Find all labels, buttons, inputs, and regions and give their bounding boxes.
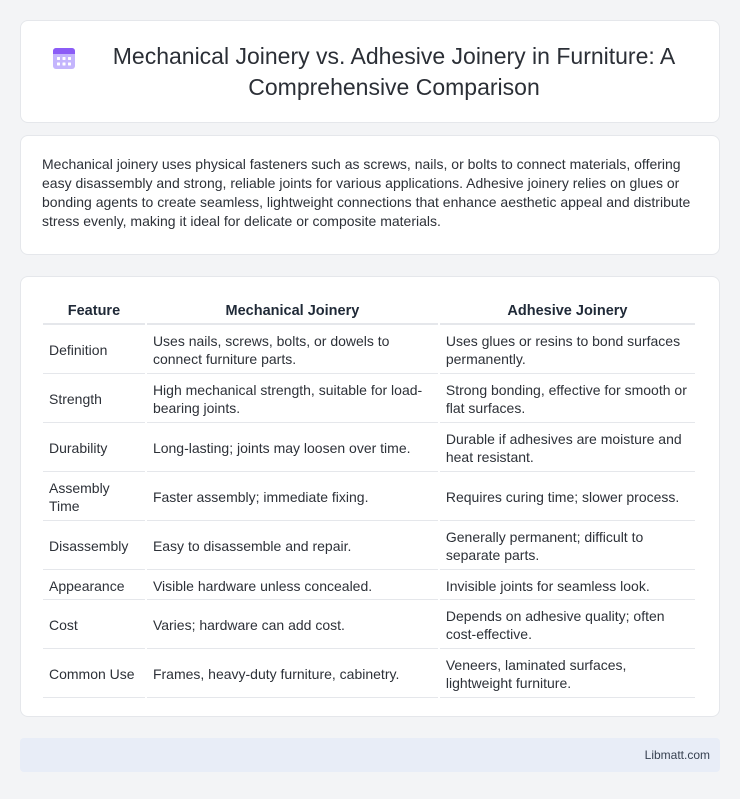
intro-paragraph: Mechanical joinery uses physical fasteners such as screws, nails, or bolts to connect materials, offering easy disassembly and strong, reliable joints for various applications. Adhesive joinery relies on glues or bonding agents to create seamless, lightweight connections that enhance aesthetic appeal and distribute stress evenly, making it ideal for delicate or composite materials. [42, 156, 691, 229]
adhesive-cell: Uses glues or resins to bond surfaces permanently. [440, 327, 695, 374]
feature-cell: Definition [43, 327, 145, 374]
adhesive-cell: Veneers, laminated surfaces, lightweight furniture. [440, 651, 695, 698]
table-row [43, 651, 695, 698]
comparison-card [20, 276, 720, 717]
table-row [43, 602, 695, 649]
calendar-icon [51, 45, 77, 71]
mechanical-cell: Visible hardware unless concealed. [147, 572, 438, 600]
intro-card [20, 135, 720, 255]
table-row [43, 425, 695, 472]
adhesive-cell: Requires curing time; slower process. [440, 474, 695, 521]
mechanical-cell: Faster assembly; immediate fixing. [147, 474, 438, 521]
feature-cell: Appearance [43, 572, 145, 600]
footer [20, 738, 720, 772]
mechanical-cell: Frames, heavy-duty furniture, cabinetry. [147, 651, 438, 698]
footer-site-link[interactable]: Libmatt.com [644, 748, 710, 762]
title-wrap [51, 41, 689, 103]
feature-cell: Assembly Time [43, 474, 145, 521]
feature-cell: Strength [43, 376, 145, 423]
adhesive-cell: Strong bonding, effective for smooth or flat surfaces. [440, 376, 695, 423]
mechanical-cell: High mechanical strength, suitable for load-bearing joints. [147, 376, 438, 423]
comparison-table [41, 299, 697, 700]
table-row [43, 376, 695, 423]
mechanical-cell: Uses nails, screws, bolts, or dowels to connect furniture parts. [147, 327, 438, 374]
header-feature: Feature [43, 301, 145, 325]
feature-cell: Cost [43, 602, 145, 649]
header-mechanical: Mechanical Joinery [147, 301, 438, 325]
feature-cell: Durability [43, 425, 145, 472]
mechanical-cell: Varies; hardware can add cost. [147, 602, 438, 649]
table-row [43, 474, 695, 521]
page-title: Mechanical Joinery vs. Adhesive Joinery in Furniture: A Comprehensive Comparison [112, 42, 676, 100]
table-row [43, 523, 695, 570]
mechanical-cell: Easy to disassemble and repair. [147, 523, 438, 570]
adhesive-cell: Generally permanent; difficult to separate parts. [440, 523, 695, 570]
adhesive-cell: Depends on adhesive quality; often cost-effective. [440, 602, 695, 649]
mechanical-cell: Long-lasting; joints may loosen over time. [147, 425, 438, 472]
table-row [43, 327, 695, 374]
table-header-row [43, 301, 695, 325]
header-adhesive: Adhesive Joinery [440, 301, 695, 325]
title-card [20, 20, 720, 123]
feature-cell: Common Use [43, 651, 145, 698]
feature-cell: Disassembly [43, 523, 145, 570]
adhesive-cell: Durable if adhesives are moisture and heat resistant. [440, 425, 695, 472]
adhesive-cell: Invisible joints for seamless look. [440, 572, 695, 600]
table-row [43, 572, 695, 600]
